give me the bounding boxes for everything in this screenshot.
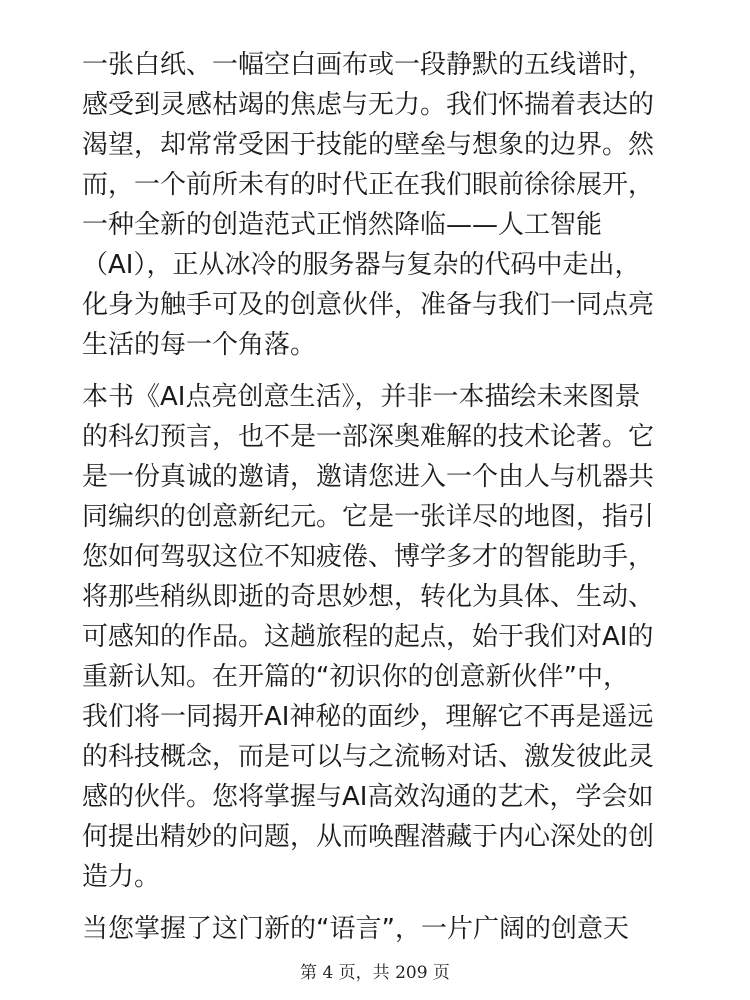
text-line: 化身为触手可及的创意伙伴，准备与我们一同点亮 <box>82 290 655 320</box>
text-line: （AI），正从冰冷的服务器与复杂的代码中走出， <box>82 250 641 280</box>
text-line: 可感知的作品。这趟旅程的起点，始于我们对AI的 <box>82 622 654 652</box>
text-line: 感受到灵感枯竭的焦虑与无力。我们怀揣着表达的 <box>82 90 655 120</box>
text-line: 同编织的创意新纪元。它是一张详尽的地图，指引 <box>82 502 655 532</box>
text-line: 何提出精妙的问题，从而唤醒潜藏于内心深处的创 <box>82 822 655 852</box>
paragraph-1 <box>82 45 672 365</box>
text-line: 而，一个前所未有的时代正在我们眼前徐徐展开， <box>82 170 655 200</box>
text-line: 将那些稍纵即逝的奇思妙想，转化为具体、生动、 <box>82 582 655 612</box>
paragraph-2 <box>82 377 672 897</box>
text-line: 我们将一同揭开AI神秘的面纱，理解它不再是遥远 <box>82 702 654 732</box>
text-line: 是一份真诚的邀请，邀请您进入一个由人与机器共 <box>82 462 655 492</box>
text-line: 感的伙伴。您将掌握与AI高效沟通的艺术，学会如 <box>82 782 654 812</box>
paragraph-3 <box>82 909 672 949</box>
text-line: 的科技概念，而是可以与之流畅对话、激发彼此灵 <box>82 742 655 772</box>
text-line: 一张白纸、一幅空白画布或一段静默的五线谱时， <box>82 50 655 80</box>
text-line: 当您掌握了这门新的“语言”，一片广阔的创意天 <box>82 914 629 944</box>
page-number-footer: 第 4 页，共 209 页 <box>300 963 450 983</box>
body-text <box>82 45 672 949</box>
text-line: 的科幻预言，也不是一部深奥难解的技术论著。它 <box>82 422 655 452</box>
text-line: 造力。 <box>82 862 161 892</box>
text-line: 重新认知。在开篇的“初识你的创意新伙伴”中， <box>82 662 629 692</box>
text-line: 生活的每一个角落。 <box>82 330 317 360</box>
text-line: 本书《AI点亮创意生活》，并非一本描绘未来图景 <box>82 382 641 412</box>
text-line: 您如何驾驭这位不知疲倦、博学多才的智能助手， <box>82 542 655 572</box>
text-line: 渴望，却常常受困于技能的壁垒与想象的边界。然 <box>82 130 655 160</box>
text-line: 一种全新的创造范式正悄然降临——人工智能 <box>82 210 603 240</box>
